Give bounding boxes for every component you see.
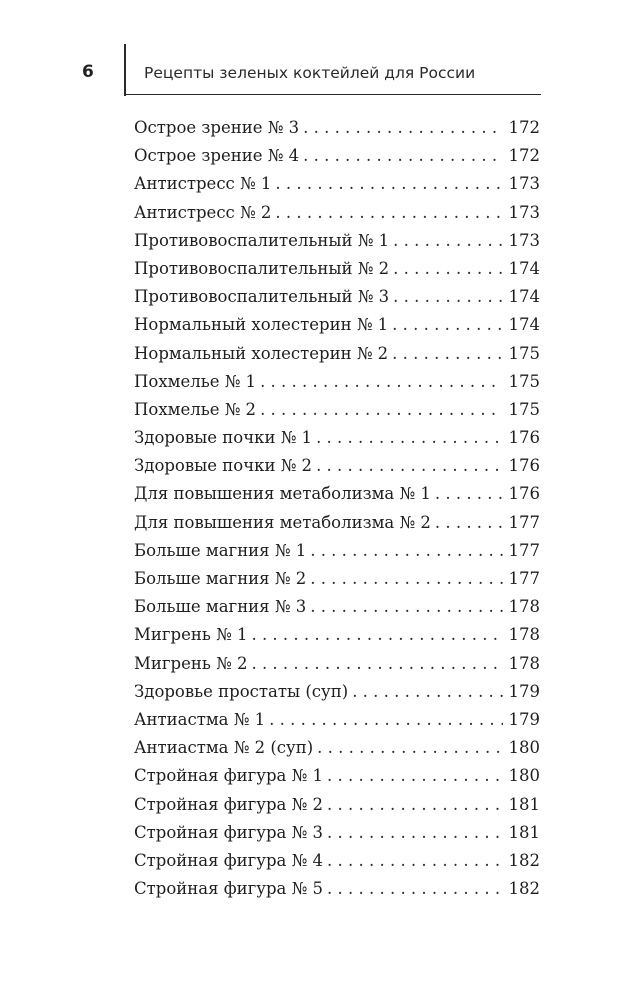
toc-entry-title: Больше магния № 1 — [134, 540, 307, 560]
toc-dot-leader — [327, 819, 503, 847]
toc-entry-page-number: 182 — [508, 879, 540, 899]
toc-entry-title: Противовоспалительный № 3 — [134, 287, 390, 307]
toc-entry — [134, 452, 540, 480]
toc-entry — [134, 621, 540, 649]
toc-entry-title: Острое зрение № 4 — [134, 146, 300, 166]
table-of-contents — [134, 114, 540, 903]
toc-entry-title: Антистресс № 2 — [134, 202, 272, 222]
toc-dot-leader — [310, 537, 503, 565]
toc-entry-page-number: 173 — [508, 202, 540, 222]
toc-dot-leader — [316, 424, 503, 452]
toc-entry-page-number: 179 — [508, 709, 540, 729]
toc-entry — [134, 593, 540, 621]
toc-entry-page-number: 173 — [508, 230, 540, 250]
toc-entry-title: Больше магния № 3 — [134, 597, 307, 617]
toc-entry-page-number: 176 — [508, 456, 540, 476]
toc-entry-page-number: 181 — [508, 794, 540, 814]
toc-dot-leader — [260, 396, 503, 424]
toc-dot-leader — [327, 762, 503, 790]
toc-entry — [134, 424, 540, 452]
toc-entry-title: Нормальный холестерин № 1 — [134, 315, 389, 335]
toc-entry-title: Больше магния № 2 — [134, 569, 307, 588]
toc-entry — [134, 480, 540, 508]
toc-entry-title: Для повышения метаболизма № 2 — [134, 512, 431, 532]
toc-entry-title: Стройная фигура № 4 — [134, 850, 324, 870]
toc-entry — [134, 537, 540, 565]
toc-dot-leader — [392, 311, 503, 339]
toc-entry-page-number: 176 — [508, 428, 540, 448]
toc-entry-title: Нормальный холестерин № 2 — [134, 343, 389, 363]
toc-dot-leader — [260, 368, 503, 396]
toc-entry-page-number: 174 — [508, 315, 540, 335]
toc-entry-page-number: 175 — [508, 343, 540, 363]
toc-entry — [134, 678, 540, 706]
toc-dot-leader — [316, 452, 503, 480]
toc-entry-page-number: 173 — [508, 174, 540, 194]
toc-entry-page-number: 178 — [508, 597, 540, 617]
toc-entry-title: Стройная фигура № 5 — [134, 879, 324, 899]
toc-dot-leader — [303, 142, 503, 170]
toc-dot-leader — [310, 565, 503, 593]
toc-entry-page-number: 174 — [508, 258, 540, 278]
running-header-title: Рецепты зеленых коктейлей для России — [144, 64, 476, 82]
toc-entry — [134, 311, 540, 339]
toc-dot-leader — [317, 734, 503, 762]
toc-entry — [134, 706, 540, 734]
toc-dot-leader — [435, 509, 503, 537]
toc-entry-title: Здоровые почки № 2 — [134, 456, 313, 476]
toc-dot-leader — [352, 678, 503, 706]
toc-entry-page-number: 180 — [508, 738, 540, 758]
toc-entry-title: Стройная фигура № 2 — [134, 794, 324, 814]
toc-entry-title: Острое зрение № 3 — [134, 118, 300, 137]
toc-entry-page-number: 180 — [508, 766, 540, 786]
toc-entry-title: Здоровье простаты (суп) — [134, 681, 349, 701]
toc-entry-page-number: 172 — [508, 146, 540, 166]
toc-entry — [134, 396, 540, 424]
toc-entry — [134, 650, 540, 678]
toc-dot-leader — [327, 791, 503, 819]
toc-entry-page-number: 178 — [508, 653, 540, 673]
toc-entry-title: Мигрень № 2 — [134, 653, 248, 673]
toc-dot-leader — [393, 255, 503, 283]
toc-dot-leader — [392, 340, 503, 368]
toc-entry — [134, 283, 540, 311]
toc-entry-title: Стройная фигура № 1 — [134, 766, 324, 786]
toc-entry-page-number: 174 — [508, 287, 540, 307]
toc-entry-page-number: 182 — [508, 850, 540, 870]
toc-entry-page-number: 177 — [508, 569, 540, 588]
toc-entry-title: Мигрень № 1 — [134, 625, 248, 645]
toc-dot-leader — [327, 875, 503, 903]
toc-entry-page-number: 179 — [508, 681, 540, 701]
toc-entry-page-number: 181 — [508, 822, 540, 842]
toc-dot-leader — [393, 283, 503, 311]
toc-dot-leader — [275, 199, 503, 227]
toc-entry — [134, 734, 540, 762]
toc-entry — [134, 875, 540, 903]
toc-dot-leader — [275, 170, 503, 198]
toc-dot-leader — [303, 114, 503, 142]
toc-entry — [134, 791, 540, 819]
toc-entry-title: Стройная фигура № 3 — [134, 822, 324, 842]
toc-entry-title: Для повышения метаболизма № 1 — [134, 484, 431, 504]
toc-entry — [134, 509, 540, 537]
toc-entry-page-number: 175 — [508, 371, 540, 391]
header-vertical-divider — [124, 44, 126, 96]
toc-entry — [134, 340, 540, 368]
toc-entry-page-number: 175 — [508, 399, 540, 419]
toc-entry — [134, 847, 540, 875]
toc-entry-page-number: 177 — [508, 512, 540, 532]
toc-entry-page-number: 176 — [508, 484, 540, 504]
toc-entry — [134, 762, 540, 790]
toc-dot-leader — [310, 593, 503, 621]
toc-entry — [134, 819, 540, 847]
toc-entry — [134, 255, 540, 283]
toc-dot-leader — [269, 706, 503, 734]
toc-entry — [134, 368, 540, 396]
toc-entry — [134, 170, 540, 198]
toc-entry-title: Похмелье № 2 — [134, 399, 257, 419]
toc-dot-leader — [435, 480, 503, 508]
toc-dot-leader — [251, 650, 503, 678]
toc-entry-title: Здоровые почки № 1 — [134, 428, 313, 448]
toc-dot-leader — [327, 847, 503, 875]
toc-entry-title: Антиастма № 2 (суп) — [134, 738, 314, 758]
header-horizontal-rule — [124, 94, 541, 95]
toc-entry-page-number: 178 — [508, 625, 540, 645]
toc-entry — [134, 227, 540, 255]
toc-entry-title: Противовоспалительный № 2 — [134, 258, 390, 278]
toc-dot-leader — [393, 227, 503, 255]
toc-dot-leader — [251, 621, 503, 649]
toc-entry-title: Антиастма № 1 — [134, 709, 266, 729]
toc-entry — [134, 199, 540, 227]
toc-entry-title: Противовоспалительный № 1 — [134, 230, 390, 250]
page-number: 6 — [82, 62, 94, 82]
toc-entry-title: Похмелье № 1 — [134, 371, 257, 391]
toc-entry-page-number: 172 — [508, 118, 540, 137]
toc-entry — [134, 565, 540, 593]
toc-entry — [134, 142, 540, 170]
toc-entry — [134, 114, 540, 142]
toc-entry-page-number: 177 — [508, 540, 540, 560]
toc-entry-title: Антистресс № 1 — [134, 174, 272, 194]
